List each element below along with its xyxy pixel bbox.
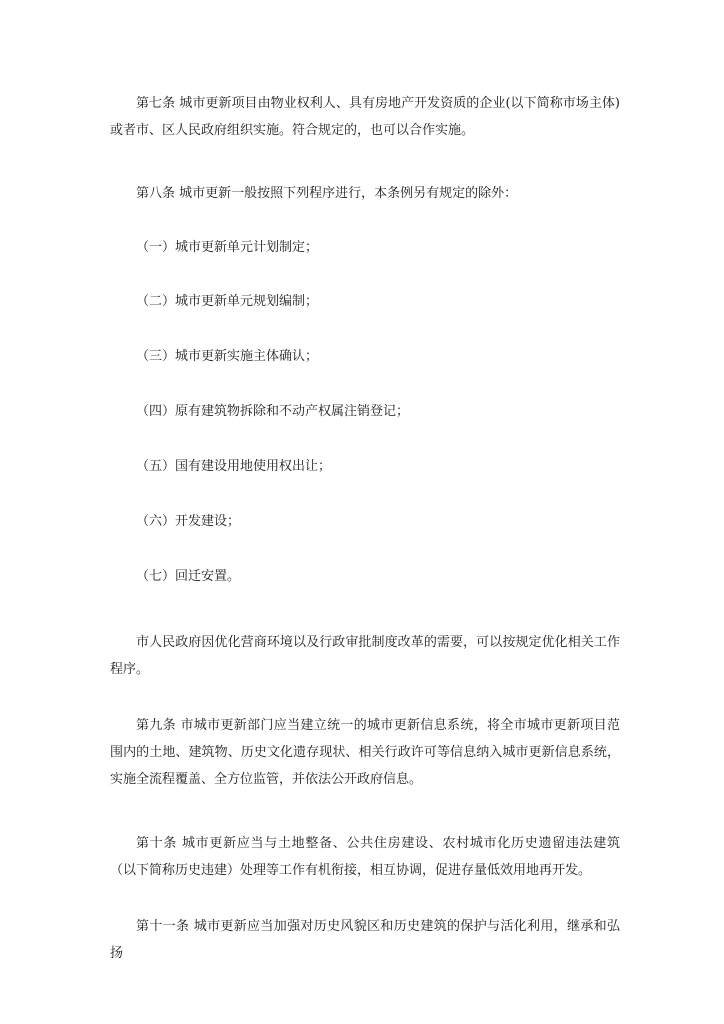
procedure-item-6: （六）开发建设； [136, 514, 241, 529]
procedure-item-5: （五）国有建设用地使用权出让； [136, 459, 332, 474]
article-7: 第七条 城市更新项目由物业权利人、具有房地产开发资质的企业(以下简称市场主体)或者市、区人民政府组织实施。符合规定的，也可以合作实施。 [110, 96, 620, 138]
article-9: 第九条 市城市更新部门应当建立统一的城市更新信息系统，将全市城市更新项目范围内的土地、建筑物、历史文化遗存现状、相关行政许可等信息纳入城市更新信息系统，实施全流程覆盖、全方位监管，并依法公开政府信息。 [110, 718, 620, 787]
article-8: 第八条 城市更新一般按照下列程序进行，本条例另有规定的除外： [136, 186, 518, 201]
article-10: 第十条 城市更新应当与土地整备、公共住房建设、农村城市化历史遗留违法建筑（以下简称历史违建）处理等工作有机衔接，相互协调，促进存量低效用地再开发。 [110, 836, 620, 878]
procedure-item-7: （七）回迁安置。 [136, 569, 241, 584]
procedure-item-3: （三）城市更新实施主体确认； [136, 349, 319, 364]
article-11: 第十一条 城市更新应当加强对历史风貌区和历史建筑的保护与活化利用，继承和弘扬 [110, 919, 620, 961]
procedure-item-4: （四）原有建筑物拆除和不动产权属注销登记； [136, 404, 410, 419]
procedure-item-2: （二）城市更新单元规划编制； [136, 294, 319, 309]
article-8-note: 市人民政府因优化营商环境以及行政审批制度改革的需要，可以按规定优化相关工作程序。 [110, 635, 620, 677]
procedure-item-1: （一）城市更新单元计划制定； [136, 240, 319, 255]
